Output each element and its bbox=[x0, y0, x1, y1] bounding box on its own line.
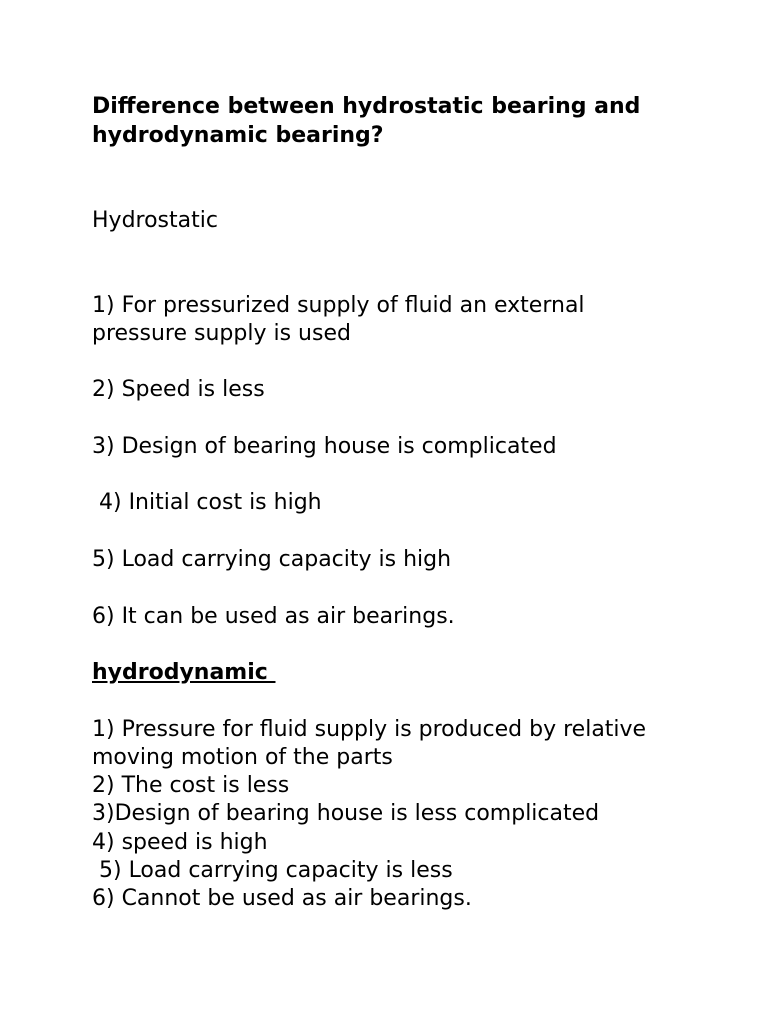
hydrodynamic-item-5: 5) Load carrying capacity is less bbox=[92, 858, 453, 883]
hydrodynamic-item-3: 3)Design of bearing house is less complicated bbox=[92, 801, 600, 826]
title-line-1: Difference between hydrostatic bearing and bbox=[92, 94, 641, 119]
hydrodynamic-item-1b: moving motion of the parts bbox=[92, 745, 393, 770]
title-line-2: hydrodynamic bearing? bbox=[92, 123, 384, 148]
hydrostatic-item-2: 2) Speed is less bbox=[92, 377, 265, 402]
hydrodynamic-item-6: 6) Cannot be used as air bearings. bbox=[92, 886, 472, 911]
hydrodynamic-item-1a: 1) Pressure for fluid supply is produced by relative bbox=[92, 717, 647, 742]
hydrodynamic-item-4: 4) speed is high bbox=[92, 830, 268, 855]
hydrostatic-item-1b: pressure supply is used bbox=[92, 321, 351, 346]
hydrodynamic-heading: hydrodynamic bbox=[92, 660, 276, 685]
hydrostatic-item-4: 4) Initial cost is high bbox=[92, 490, 322, 515]
hydrostatic-item-6: 6) It can be used as air bearings. bbox=[92, 604, 455, 629]
hydrostatic-item-1a: 1) For pressurized supply of fluid an external bbox=[92, 293, 585, 318]
hydrodynamic-item-2: 2) The cost is less bbox=[92, 773, 290, 798]
hydrostatic-item-5: 5) Load carrying capacity is high bbox=[92, 547, 452, 572]
hydrostatic-item-3: 3) Design of bearing house is complicated bbox=[92, 434, 557, 459]
page-title bbox=[92, 92, 640, 150]
hydrostatic-heading: Hydrostatic bbox=[92, 208, 218, 233]
